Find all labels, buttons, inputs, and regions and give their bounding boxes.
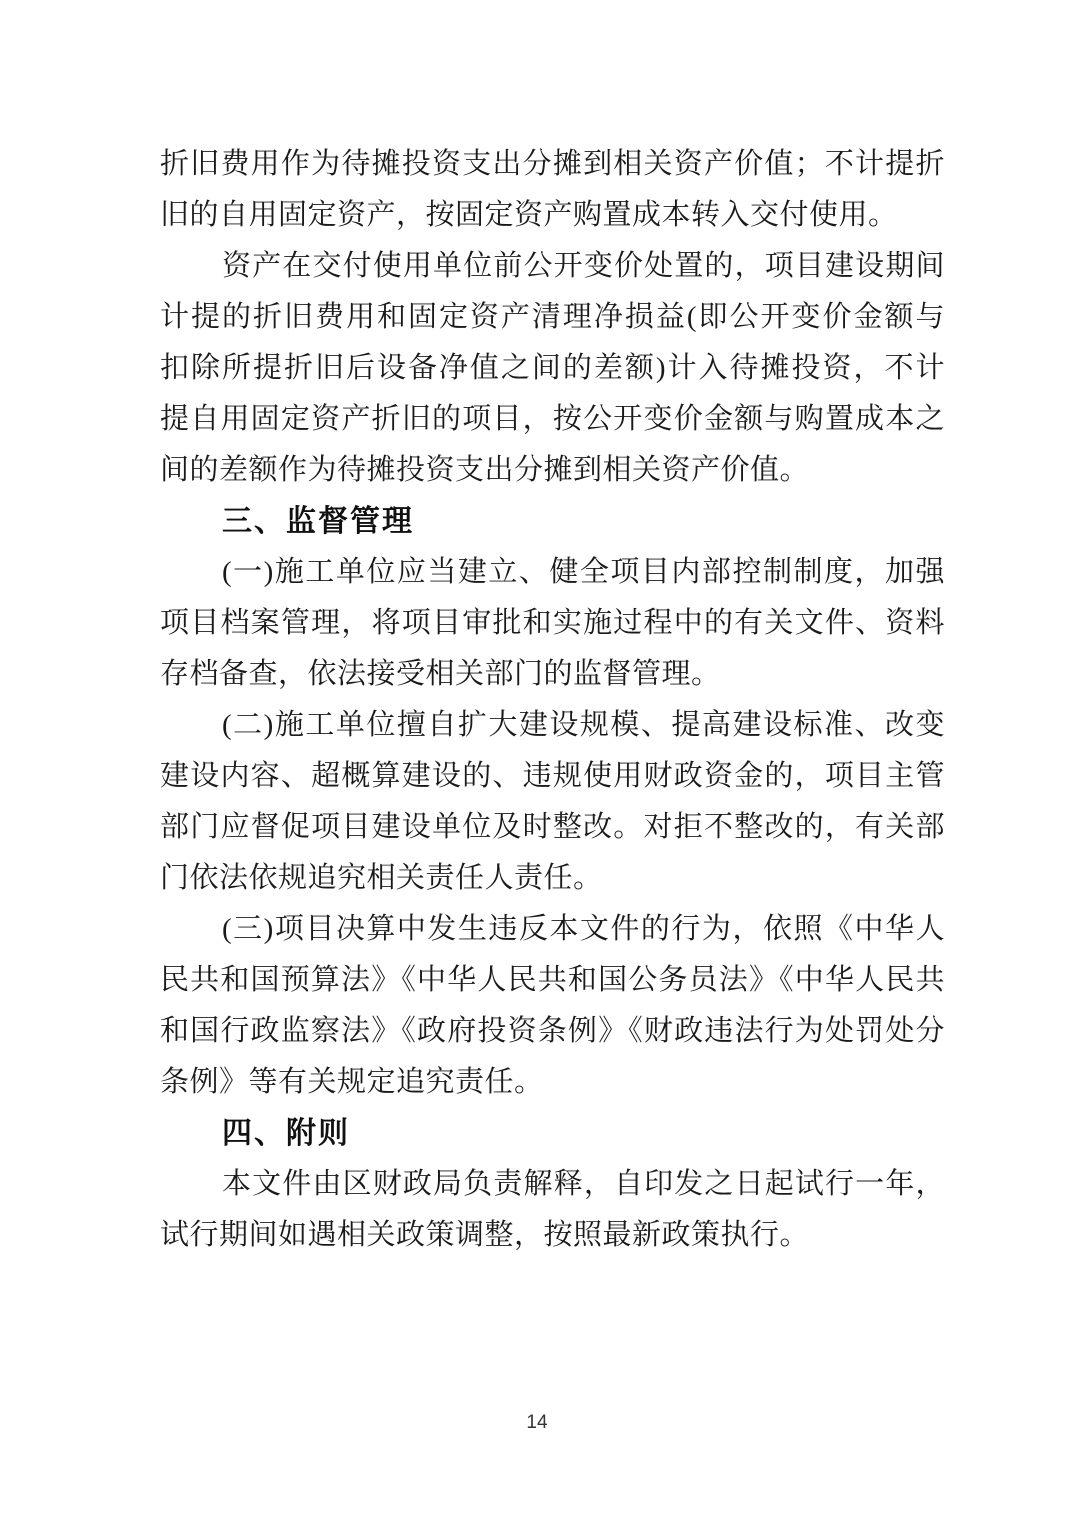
section-heading: 四、附则 [222, 1117, 350, 1150]
section-heading: 三、监督管理 [222, 505, 414, 538]
text-line: 条例》等有关规定追究责任。 [160, 1066, 544, 1098]
text-line: (一)施工单位应当建立、健全项目内部控制制度，加强 [222, 556, 945, 588]
text-line: 民共和国预算法》《中华人民共和国公务员法》《中华人民共 [160, 964, 945, 996]
text-line: 本文件由区财政局负责解释，自印发之日起试行一年， [222, 1168, 945, 1200]
text-line: 间的差额作为待摊投资支出分摊到相关资产价值。 [160, 454, 810, 486]
text-line: 项目档案管理，将项目审批和实施过程中的有关文件、资料 [160, 607, 945, 639]
text-line: 存档备查，依法接受相关部门的监督管理。 [160, 658, 721, 690]
text-line: 试行期间如遇相关政策调整，按照最新政策执行。 [160, 1219, 810, 1251]
text-line: 提自用固定资产折旧的项目，按公开变价金额与购置成本之 [160, 403, 945, 435]
text-line: 门依法依规追究相关责任人责任。 [160, 862, 603, 894]
text-line: 折旧费用作为待摊投资支出分摊到相关资产价值；不计提折 [160, 148, 945, 180]
text-line: 建设内容、超概算建设的、违规使用财政资金的，项目主管 [160, 760, 945, 792]
text-line: 部门应督促项目建设单位及时整改。对拒不整改的，有关部 [160, 811, 945, 843]
text-line: 旧的自用固定资产，按固定资产购置成本转入交付使用。 [160, 199, 898, 231]
text-line: 资产在交付使用单位前公开变价处置的，项目建设期间 [222, 250, 945, 282]
document-body [160, 139, 945, 1261]
page-number: 14 [526, 1412, 548, 1433]
text-line: 计提的折旧费用和固定资产清理净损益(即公开变价金额与 [160, 301, 945, 333]
text-line: (三)项目决算中发生违反本文件的行为，依照《中华人 [222, 913, 945, 945]
text-line: (二)施工单位擅自扩大建设规模、提高建设标准、改变 [222, 709, 945, 741]
text-line: 和国行政监察法》《政府投资条例》《财政违法行为处罚处分 [160, 1015, 945, 1047]
text-line: 扣除所提折旧后设备净值之间的差额)计入待摊投资，不计 [160, 352, 945, 384]
